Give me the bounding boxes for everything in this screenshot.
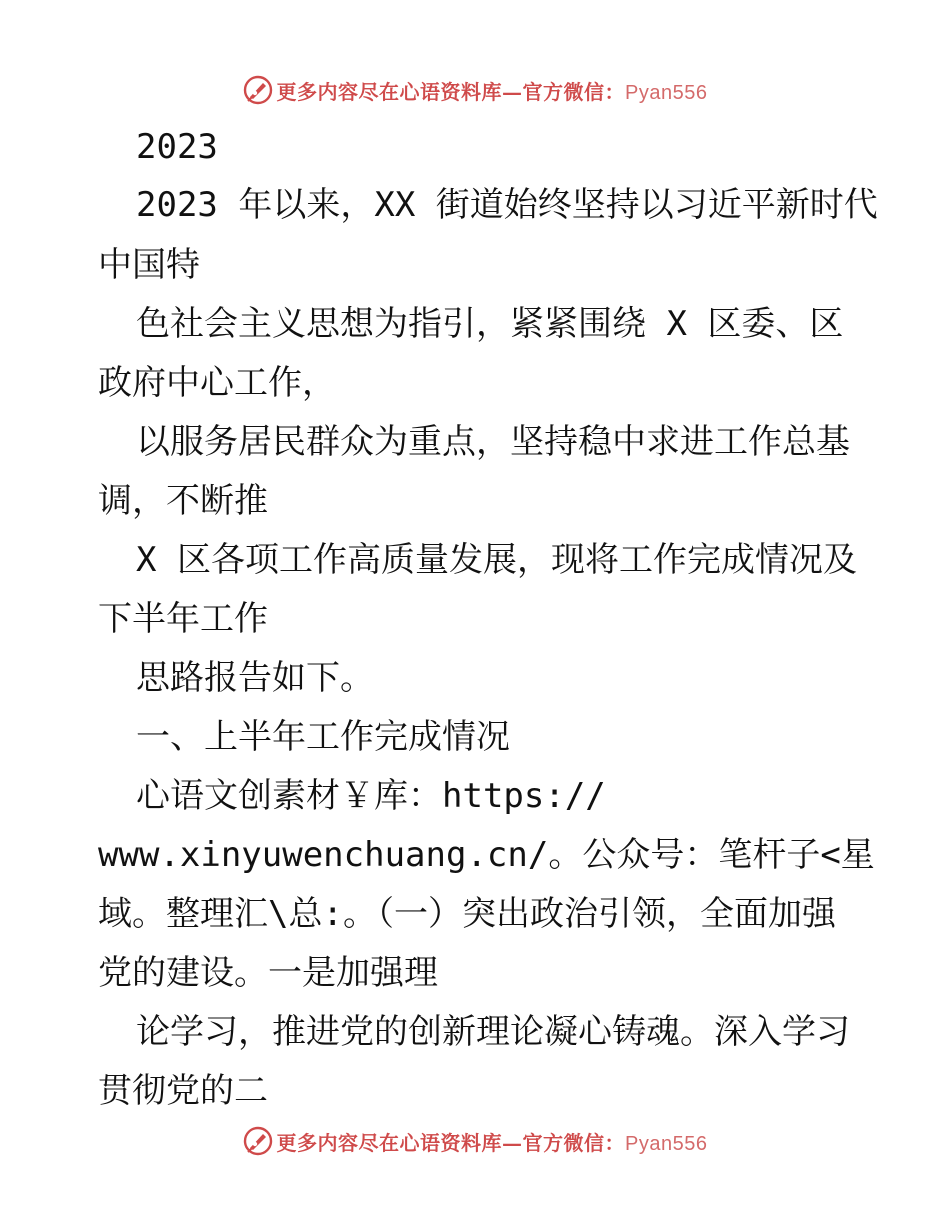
banner-text: 更多内容尽在心语资料库—官方微信：Pyan556 [276, 1130, 708, 1155]
pen-nib-logo-icon [243, 75, 273, 105]
section-heading: 一、上半年工作完成情况 [136, 717, 510, 757]
text-line: 色社会主义思想为指引，紧紧围绕 X 区委、区 [136, 304, 844, 344]
text-line: 政府中心工作， [98, 363, 336, 403]
text-line: 以服务居民群众为重点，坚持稳中求进工作总基 [136, 422, 850, 462]
pen-nib-logo-icon [243, 1126, 273, 1156]
text-line: www.xinyuwenchuang.cn/。公众号：笔杆子<星 [98, 835, 875, 875]
text-line: 调，不断推 [98, 481, 268, 521]
text-line: 2023 年以来，XX 街道始终坚持以习近平新时代 [136, 185, 878, 225]
text-line: X 区各项工作高质量发展，现将工作完成情况及 [136, 540, 857, 580]
text-line: 思路报告如下。 [136, 658, 374, 698]
banner-brand: Pyan556 [625, 1132, 708, 1155]
banner-text: 更多内容尽在心语资料库—官方微信：Pyan556 [276, 79, 708, 104]
text-line: 中国特 [98, 245, 200, 285]
text-line: 贯彻党的二 [98, 1071, 268, 1111]
text-line: 心语文创素材￥库：https:// [136, 776, 606, 816]
header-banner [0, 70, 950, 110]
text-line: 党的建设。一是加强理 [98, 953, 438, 993]
text-line: 下半年工作 [98, 599, 268, 639]
footer-banner [0, 1121, 950, 1161]
text-line: 域。整理汇\总:。（一）突出政治引领，全面加强 [98, 894, 836, 934]
text-line: 论学习，推进党的创新理论凝心铸魂。深入学习 [136, 1012, 850, 1052]
banner-brand: Pyan556 [625, 81, 708, 104]
text-line: 2023 [136, 127, 218, 167]
